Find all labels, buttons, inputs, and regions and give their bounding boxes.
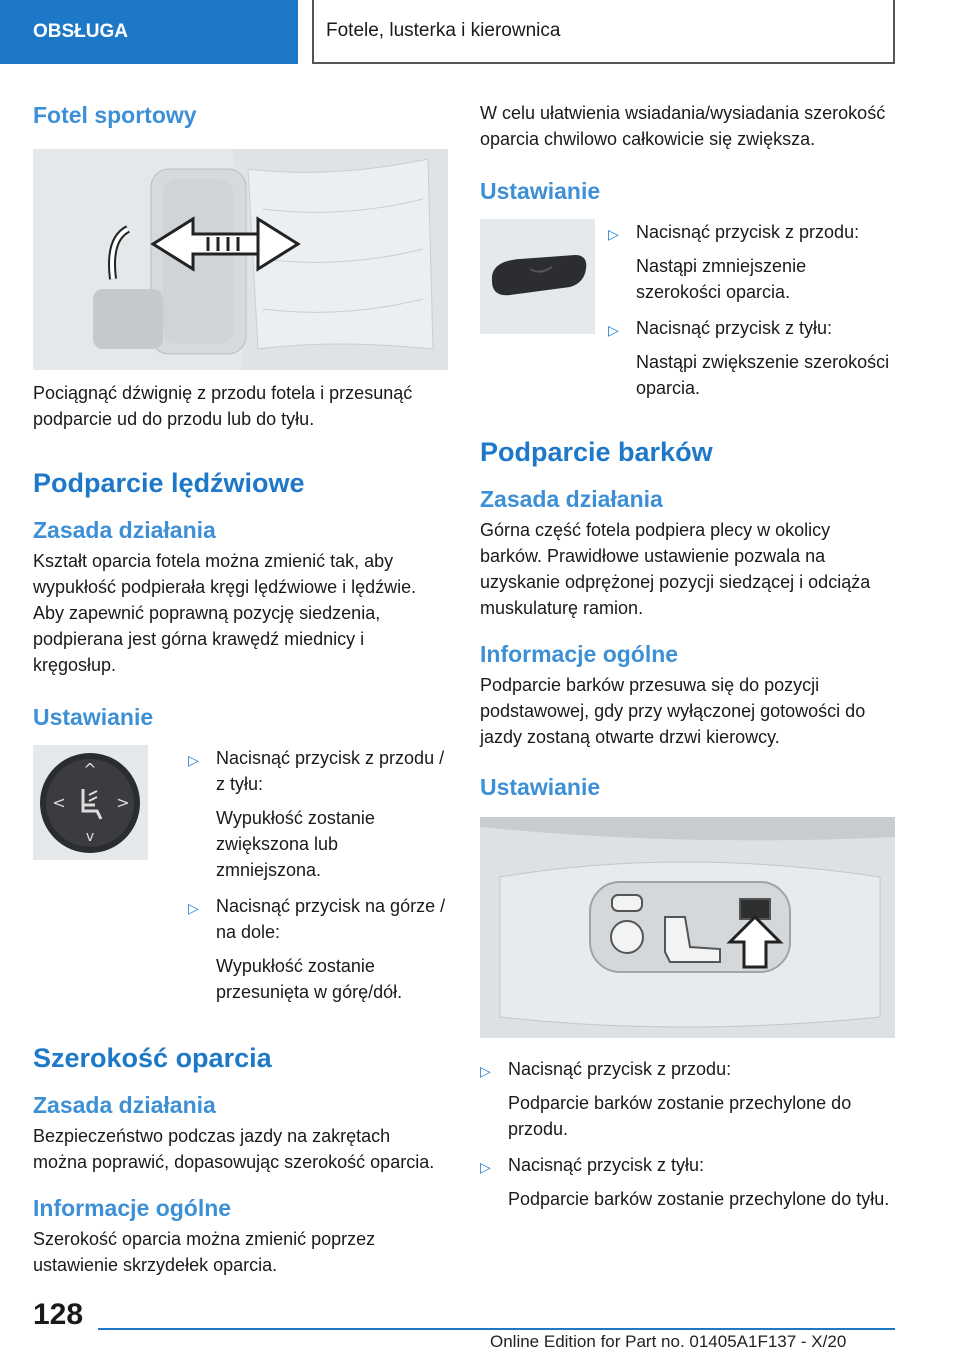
lumbar-principle-heading: Zasada działania xyxy=(33,517,216,543)
knob-right-glyph: > xyxy=(116,793,130,812)
sport-seat-image xyxy=(33,149,448,370)
lumbar-heading: Podparcie lędźwiowe xyxy=(33,468,305,498)
lumbar-control-knob-icon xyxy=(33,745,148,860)
sport-seat-heading: Fotel sportowy xyxy=(33,102,197,128)
lumbar-bullets xyxy=(188,745,448,1005)
list-item: ▷ Nacisnąć przycisk z przodu: Podparcie barków zostanie przechylone do przodu. xyxy=(480,1059,852,1139)
chapter-title: Fotele, lusterka i kierownica xyxy=(312,0,895,64)
seat-backrest-lever-arrows-icon xyxy=(33,149,448,370)
right-column xyxy=(480,100,895,1212)
list-item: ▷ Nacisnąć przycisk z tyłu: Nastąpi zwiększenie szerokości oparcia. xyxy=(608,318,890,398)
list-item: ▷ Nacisnąć przycisk z przodu: Nastąpi zmniejszenie szerokości oparcia. xyxy=(608,222,860,302)
list-item: ▷ Nacisnąć przycisk z przodu / z tyłu: Wypukłość zostanie zwiększona lub zmniejszona. xyxy=(188,748,445,880)
width-button-image xyxy=(480,219,595,334)
triangle-bullet-icon: ▷ xyxy=(188,752,199,768)
triangle-bullet-icon: ▷ xyxy=(188,900,199,916)
width-setting-heading: Ustawianie xyxy=(480,178,601,204)
lumbar-principle-text: Kształt oparcia fotela można zmienić tak, aby wypukłość podpierała kręgi lędźwiowe i lędźwie. Aby zapewnić poprawną pozycję siedzenia, podpierana jest górna krawędź miednicy i kręgosłup. xyxy=(33,551,417,675)
shoulder-bullets xyxy=(480,1056,895,1212)
list-item: ▷ Nacisnąć przycisk z tyłu: Podparcie barków zostanie przechylone do tyłu. xyxy=(480,1155,890,1209)
lumbar-setting-heading: Ustawianie xyxy=(33,704,154,730)
list-item: ▷ Nacisnąć przycisk na górze / na dole: Wypukłość zostanie przesunięta w górę/dół. xyxy=(188,896,446,1002)
width-info-heading: Informacje ogólne xyxy=(33,1195,232,1221)
lumbar-knob-image xyxy=(33,745,148,860)
width-principle-heading: Zasada działania xyxy=(33,1092,216,1118)
shoulder-setting-heading: Ustawianie xyxy=(480,774,601,800)
seat-side-controls-arrow-icon xyxy=(480,817,895,1038)
triangle-bullet-icon: ▷ xyxy=(480,1063,491,1079)
width-bullets xyxy=(608,219,893,401)
lumbar-setting-row xyxy=(33,745,448,1005)
width-principle-text: Bezpieczeństwo podczas jazdy na zakrętach można poprawić, dopasowując szerokość oparcia. xyxy=(33,1126,435,1172)
shoulder-principle-heading: Zasada działania xyxy=(480,486,663,512)
width-rocker-button-icon xyxy=(480,219,595,334)
edition-text: Online Edition for Part no. 01405A1F137 - X/20 xyxy=(490,1332,847,1351)
width-info-text: Szerokość oparcia można zmienić poprzez ustawienie skrzydełek oparcia. xyxy=(33,1229,376,1275)
shoulder-info-heading: Informacje ogólne xyxy=(480,641,679,667)
sport-seat-text: Pociągnąć dźwignię z przodu fotela i przesunąć podparcie ud do przodu lub do tyłu. xyxy=(33,383,413,429)
shoulder-heading: Podparcie barków xyxy=(480,437,713,467)
width-cont-text: W celu ułatwienia wsiadania/wysiadania szerokość oparcia chwilowo całkowicie się zwiększa. xyxy=(480,103,886,149)
shoulder-principle-text: Górna część fotela podpiera plecy w okolicy barków. Prawidłowe ustawienie pozwala na uzyskanie odprężonej pozycji siedzącej i odciąża muskulaturę ramion. xyxy=(480,520,871,618)
triangle-bullet-icon: ▷ xyxy=(480,1159,491,1175)
width-setting-row xyxy=(480,219,895,401)
knob-up-glyph: ^ xyxy=(83,760,97,779)
shoulder-control-image xyxy=(480,817,895,1038)
footer-divider xyxy=(98,1328,895,1330)
left-column xyxy=(33,100,448,1278)
page-number: 128 xyxy=(33,1298,84,1331)
section-tab[interactable]: OBSŁUGA xyxy=(0,0,298,64)
shoulder-info-text: Podparcie barków przesuwa się do pozycji podstawowej, gdy przy wyłączonej gotowości do jazdy zostaną otwarte drzwi kierowcy. xyxy=(480,675,866,747)
triangle-bullet-icon: ▷ xyxy=(608,322,619,338)
triangle-bullet-icon: ▷ xyxy=(608,226,619,242)
width-heading: Szerokość oparcia xyxy=(33,1043,272,1073)
knob-down-glyph: v xyxy=(85,829,95,845)
knob-left-glyph: < xyxy=(52,793,66,812)
